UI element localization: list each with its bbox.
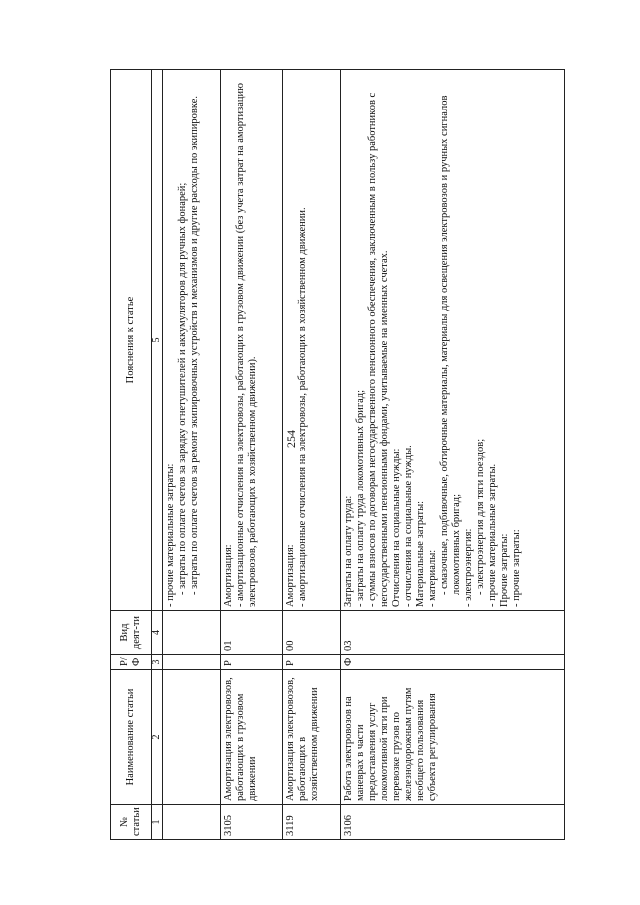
column-number: 1 <box>152 805 163 840</box>
header-explanation: Пояснения к статье <box>111 70 152 611</box>
explanation-line: Амортизация: <box>223 544 234 607</box>
explanation-line: - затраты на оплату труда локомотивных бригад; <box>355 389 366 607</box>
header-rf: Р/Ф <box>111 655 152 670</box>
explanation-line: Амортизация: <box>285 544 296 607</box>
article-rf <box>163 655 221 670</box>
article-explanation <box>341 70 565 611</box>
explanation-line: - суммы взносов по договорам негосударственного пенсионного обеспечения, заключенным в пользу работников с негосударственными пенсионными фондами, учитываемые на именных счетах. <box>367 92 390 607</box>
explanation-line: Затраты на оплату труда: <box>343 495 354 607</box>
article-activity <box>163 611 221 655</box>
article-code <box>163 805 221 840</box>
article-activity: 01 <box>221 611 283 655</box>
explanation-line: Отчисления на социальные нужды: <box>391 448 402 607</box>
explanation-line: - материалы: <box>427 549 438 607</box>
article-code: 3106 <box>341 805 565 840</box>
explanation-line: Материальные затраты: <box>415 500 426 607</box>
article-name <box>163 670 221 805</box>
column-number: 5 <box>152 70 163 611</box>
article-activity: 00 <box>283 611 341 655</box>
article-name: Амортизация электровозов, работающих в грузовом движении <box>221 670 283 805</box>
article-activity: 03 <box>341 611 565 655</box>
explanation-line: - затраты по оплате счетов за зарядку огнетушителей и аккумуляторов для ручных фонарей; <box>177 182 188 595</box>
article-explanation <box>221 70 283 611</box>
table-row <box>163 70 221 840</box>
article-code: 3119 <box>283 805 341 840</box>
explanation-line: - электроэнергия для тяги поездов; <box>475 438 486 595</box>
explanation-line: Прочие затраты: <box>499 533 510 607</box>
column-number: 4 <box>152 611 163 655</box>
explanation-line: - прочие материальные затраты: <box>165 463 176 607</box>
article-explanation <box>163 70 221 611</box>
header-article-name: Наименование статьи <box>111 670 152 805</box>
articles-table <box>110 69 565 840</box>
page-number: 254 <box>284 430 298 448</box>
table-row <box>221 70 283 840</box>
explanation-line: - амортизационные отчисления на электровозы, работающих в хозяйственном движении. <box>297 207 308 607</box>
article-name: Амортизация электровозов, работающих в хозяйственном движении <box>283 670 341 805</box>
explanation-line: - прочие затраты: <box>511 529 522 607</box>
article-rf: Р <box>221 655 283 670</box>
column-number: 2 <box>152 670 163 805</box>
article-explanation <box>283 70 341 611</box>
explanation-line: - прочие материальные затраты. <box>487 463 498 607</box>
column-number-row <box>152 70 163 840</box>
article-name: Работа электровозов на маневрах в части предоставления услуг локомотивной тяги при перевозке грузов по железнодорожным путям необщего пользования субъекта регулирования <box>341 670 565 805</box>
article-rf: Ф <box>341 655 565 670</box>
explanation-line: - амортизационные отчисления на электровозы, работающих в грузовом движении (без учета затрат на амортизацию электровозов, работающих в хозяйственном движении). <box>235 83 258 607</box>
rotated-page-content <box>110 70 565 840</box>
explanation-line: - электроэнергия: <box>463 528 474 607</box>
explanation-line: - затраты по оплате счетов за ремонт экипировочных устройств и механизмов и другие расходы по экипировке. <box>189 96 200 595</box>
explanation-line: - отчисления на социальные нужды. <box>403 445 414 607</box>
header-activity-type: Вид деят-ти <box>111 611 152 655</box>
header-article-number: № статьи <box>111 805 152 840</box>
table-header-row <box>111 70 152 840</box>
article-code: 3105 <box>221 805 283 840</box>
table-row <box>283 70 341 840</box>
column-number: 3 <box>152 655 163 670</box>
table-row <box>341 70 565 840</box>
explanation-line: - смазочные, подбивочные, обтирочные материалы, материалы для освещения электровозов и ручных сигналов локомотивных бригад; <box>439 95 462 595</box>
article-rf: Р <box>283 655 341 670</box>
